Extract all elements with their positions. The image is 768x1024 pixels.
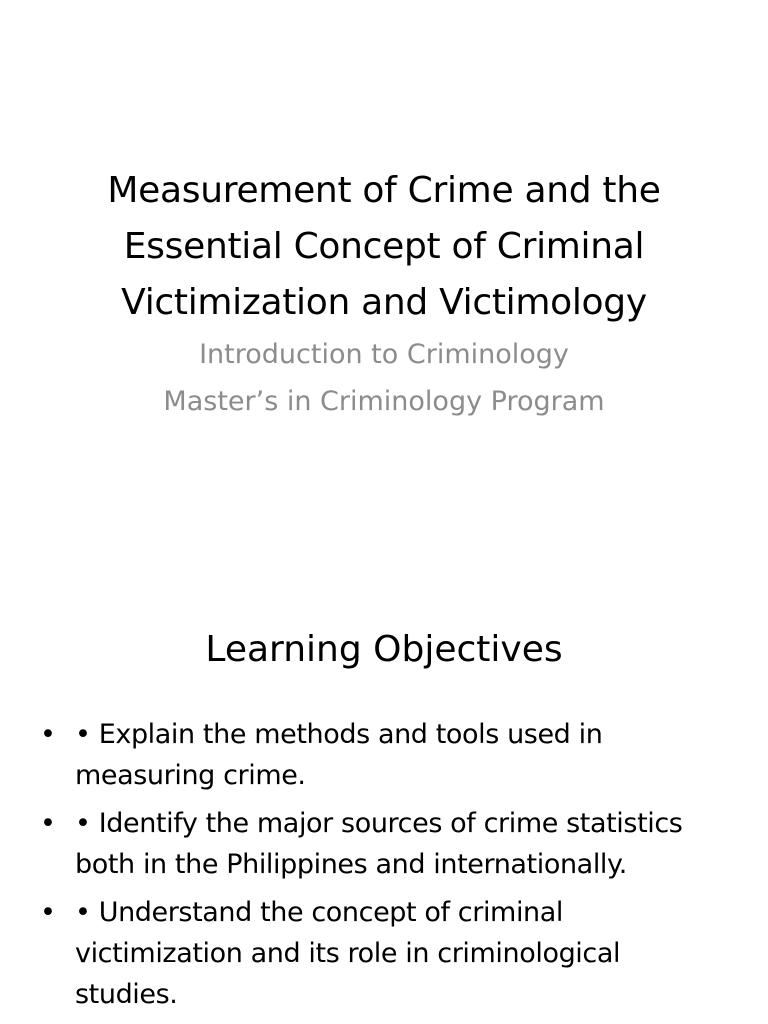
- list-item-text: • Explain the methods and tools used in: [75, 719, 603, 750]
- list-item-text: victimization and its role in criminological: [75, 938, 621, 969]
- section-title: Learning Objectives: [205, 629, 563, 670]
- title-block: [40, 163, 728, 331]
- bullet-icon: •: [40, 808, 56, 839]
- objectives-list: [40, 714, 728, 1022]
- list-item: [40, 892, 728, 1015]
- slide-title-line: Measurement of Crime and the: [107, 170, 661, 211]
- list-item: [40, 803, 728, 885]
- list-item-text: studies.: [75, 979, 178, 1010]
- bullet-icon: •: [40, 719, 56, 750]
- subtitle-program: Master’s in Criminology Program: [163, 386, 605, 417]
- list-item-text: both in the Philippines and internationally.: [75, 849, 627, 880]
- slide-subtitle: [40, 331, 728, 425]
- slide-title: [40, 163, 728, 331]
- list-item: [40, 714, 728, 796]
- subtitle-course: Introduction to Criminology: [199, 339, 569, 370]
- bullet-icon: •: [40, 897, 56, 928]
- list-item-text: • Identify the major sources of crime statistics: [75, 808, 683, 839]
- list-item-text: • Understand the concept of criminal: [75, 897, 564, 928]
- slide-title-line: Essential Concept of Criminal: [123, 226, 645, 267]
- slide-title-line: Victimization and Victimology: [121, 282, 647, 323]
- objectives-slide: [0, 576, 768, 1024]
- list-item-text: measuring crime.: [75, 760, 306, 791]
